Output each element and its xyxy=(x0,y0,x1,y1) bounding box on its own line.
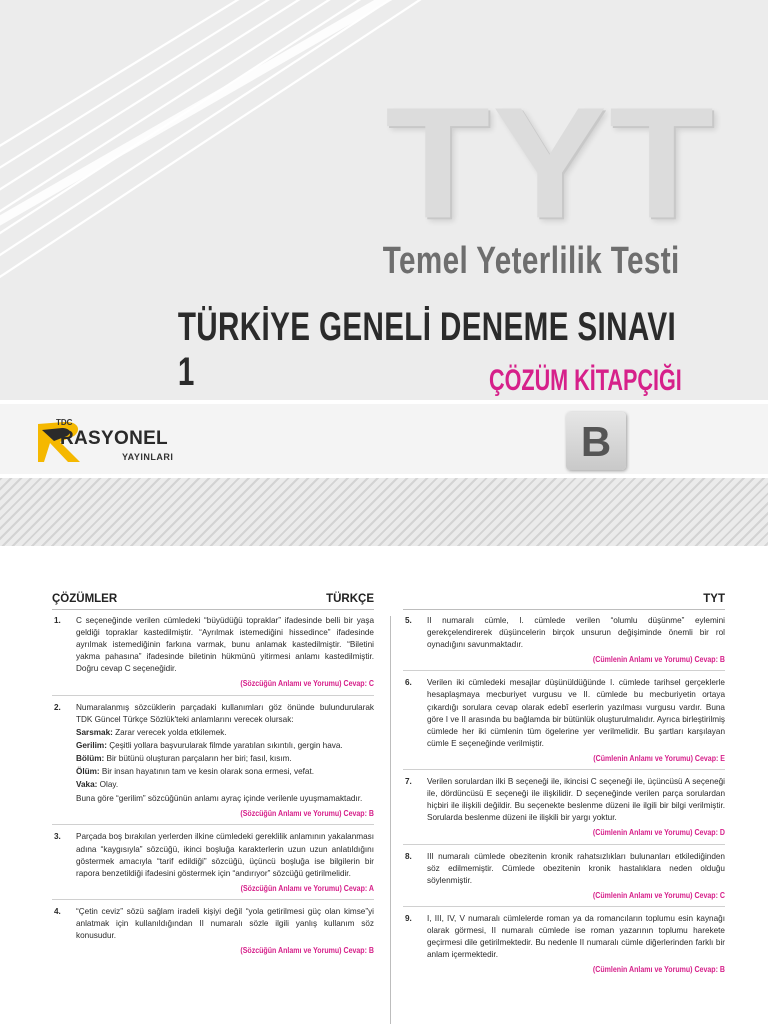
right-column-header xyxy=(403,590,725,610)
tyt-logo-text: TYT xyxy=(385,74,716,252)
solution-text: Verilen sorulardan ilki B seçeneği ile, ikincisi C seçeneği ile, üçüncüsü A seçeneği ile, dördüncüsü E seçeneği ile ilişkilidir. D seçeneğinde verilen parça sorulardan hiçbiri ile ilişkili değildir. Bu seçenekte beslenme düzeni ile ilgili bir bilgi verilmiştir. Sorularda beslenme düzeni ile ilişkili bir yargı yoktur. xyxy=(427,777,725,823)
solution-text: I, III, IV, V numaralı cümlelerde roman ya da romancıların toplumu esin kaynağı olarak görmesi, II numaralı cümlede ise roman yazarının toplumu harekete geçirmesi dile getirilmektedir. Bu nedenle II numaralı cümle diğerlerinden farklı bir anlam içermektedir. xyxy=(427,913,725,960)
separator xyxy=(403,844,725,845)
definition-desc: Bir bütünü oluşturan parçaların her biri; fasıl, kısım. xyxy=(104,753,292,763)
question-number: 9. xyxy=(405,913,412,923)
definition-desc: Bir insan hayatının tam ve kesin olarak sona ermesi, vefat. xyxy=(99,767,314,777)
solution-item-7 xyxy=(403,776,725,839)
answer-label: (Sözcüğün Anlamı ve Yorumu) Cevap: B xyxy=(240,809,374,819)
separator xyxy=(52,695,374,696)
solution-item-6 xyxy=(403,677,725,765)
subject-heading: TÜRKÇE xyxy=(326,593,374,605)
logo-subtitle: YAYINLARI xyxy=(122,452,174,462)
solution-item-9 xyxy=(403,913,725,976)
separator xyxy=(403,670,725,671)
solution-item-3 xyxy=(52,831,374,894)
right-column xyxy=(403,590,725,976)
definition-item xyxy=(76,779,374,791)
definition-item xyxy=(76,740,374,752)
solution-text: Parçada boş bırakılan yerlerden ilkine cümledeki gereklilik anlamının yakalanması adına “kaygısıyla” sözcüğü, ikinci boşluğa karakterlerin uzun uzun anlatıldığını göstermek amacıyla “tarif edildiği” sözcüğü, üçüncü boşluğa ise bilgilerin bir rapora benzetildiği ifadesini göstermek için “andırıyor” sözcüğü getirilmelidir. xyxy=(76,832,374,878)
separator xyxy=(52,899,374,900)
logo-tag: TDC xyxy=(56,418,73,427)
answer-label: (Sözcüğün Anlamı ve Yorumu) Cevap: A xyxy=(240,883,374,893)
question-number: 3. xyxy=(54,832,61,842)
definition-desc: Zarar verecek yolda etkilemek. xyxy=(112,727,227,737)
booklet-version-badge xyxy=(566,412,626,470)
solution-item-4 xyxy=(52,906,374,957)
left-column xyxy=(52,590,374,957)
left-column-header xyxy=(52,590,374,610)
solutions-content xyxy=(0,590,768,1024)
solution-text: III numaralı cümlede obezitenin kronik rahatsızlıkları bulunanları etkilediğinden söz edilmemiştir. Cümlede obezitenin kronik hastalıklara neden olduğu söylenmiştir. xyxy=(427,851,725,885)
brand-band xyxy=(0,404,768,474)
striped-decoration-band xyxy=(0,478,768,546)
booklet-version-letter: B xyxy=(580,418,612,465)
question-number: 6. xyxy=(405,678,412,688)
solution-text: Verilen iki cümledeki mesajlar düşünüldüğünde I. cümlede tarihsel gerçeklerle hesaplaşmaya mecburiyet vurgusu ve II. cümlede bu mecburiyetin ortaya çıkardığı sorulara cevap olarak edebî eserlerin yazılması vurgusu vardır. Buna göre I ve II arasında bu bağlamda bir bütünlük oluşturulmalıdır. Ayrıca birleştirilmiş cümlede her iki cümlenin tüm ögelerine yer verilmelidir. Bu şartları karşılayan cümle E seçeneğinde verilmiştir. xyxy=(427,678,725,748)
subtitle: Temel Yeterlilik Testi xyxy=(383,240,680,282)
answer-label: (Cümlenin Anlamı ve Yorumu) Cevap: E xyxy=(593,753,725,763)
answer-label: (Sözcüğün Anlamı ve Yorumu) Cevap: B xyxy=(240,946,374,956)
column-divider xyxy=(390,616,391,1024)
answer-label: (Sözcüğün Anlamı ve Yorumu) Cevap: C xyxy=(240,679,374,689)
solution-text: II numaralı cümle, I. cümlede verilen “olumlu düşünme” eylemini gerekçelendirerek düşüncelerin birçok unsurun değişiminde önemli bir rol oynadığını savunmaktadır. xyxy=(427,616,725,650)
question-number: 5. xyxy=(405,616,412,625)
solution-item-8 xyxy=(403,851,725,902)
booklet-title: ÇÖZÜM KİTAPÇIĞI xyxy=(489,364,682,397)
separator xyxy=(403,906,725,907)
solution-item-2 xyxy=(52,702,374,821)
exam-title: TÜRKİYE GENELİ DENEME SINAVI 1 xyxy=(177,305,677,394)
definition-term: Gerilim: xyxy=(76,740,107,750)
publisher-logo xyxy=(34,416,174,468)
definition-item xyxy=(76,766,374,778)
definition-term: Vaka: xyxy=(76,780,98,790)
solutions-heading: ÇÖZÜMLER xyxy=(52,593,118,605)
cover-header xyxy=(0,0,768,400)
solution-item-5 xyxy=(403,615,725,666)
answer-label: (Cümlenin Anlamı ve Yorumu) Cevap: B xyxy=(592,655,725,665)
definition-item xyxy=(76,727,374,739)
definition-desc: Olay. xyxy=(97,780,119,790)
answer-label: (Cümlenin Anlamı ve Yorumu) Cevap: D xyxy=(592,828,725,838)
question-number: 4. xyxy=(54,906,61,916)
definition-term: Sarsmak: xyxy=(76,727,113,737)
answer-label: (Cümlenin Anlamı ve Yorumu) Cevap: C xyxy=(592,890,725,900)
answer-label: (Cümlenin Anlamı ve Yorumu) Cevap: B xyxy=(592,965,725,975)
definition-term: Ölüm: xyxy=(76,767,100,777)
question-number: 7. xyxy=(405,777,412,787)
solution-text: “Çetin ceviz” sözü sağlam iradeli kişiyi değil “yola getirilmesi güç olan kimse”yi anlatmak için kullanıldığından II numaralı sözle ilgili yanlış kullanım söz konusudur. xyxy=(76,906,374,941)
solution-item-1 xyxy=(52,615,374,691)
separator xyxy=(52,824,374,825)
definition-term: Bölüm: xyxy=(76,753,105,763)
definition-item xyxy=(76,753,374,765)
question-number: 1. xyxy=(54,616,61,625)
logo-name: RASYONEL xyxy=(60,428,168,449)
separator xyxy=(403,769,725,770)
solution-conclusion: Buna göre “gerilim” sözcüğünün anlamı ayraç içinde verilenle uyuşmamaktadır. xyxy=(76,794,363,804)
solution-text: Numaralanmış sözcüklerin parçadaki kullanımları göz önünde bulundurularak TDK Güncel Türkçe Sözlük'teki anlamlarını verecek olursak: xyxy=(76,702,374,724)
exam-type-heading: TYT xyxy=(703,593,725,605)
solution-text: C seçeneğinde verilen cümledeki “büyüdüğü topraklar” ifadesinde belli bir yaşa geldiği topraklar kastedilmiştir. “Ayrılmak istemediğini hissedince” ifadesinde ayrılmak istemediğinin farkına varmak, bunu anlamak kastedilmiştir. “Biletini yakma pahasına” ifadesinde biletinin hükmünü yitirmesi anlamı kastedilmiştir. Doğru cevap C seçeneğidir. xyxy=(76,616,374,674)
question-number: 2. xyxy=(54,702,61,712)
definition-desc: Çeşitli yollara başvurularak filmde yaratılan sıkıntılı, gergin hava. xyxy=(106,740,343,750)
question-number: 8. xyxy=(405,851,412,861)
